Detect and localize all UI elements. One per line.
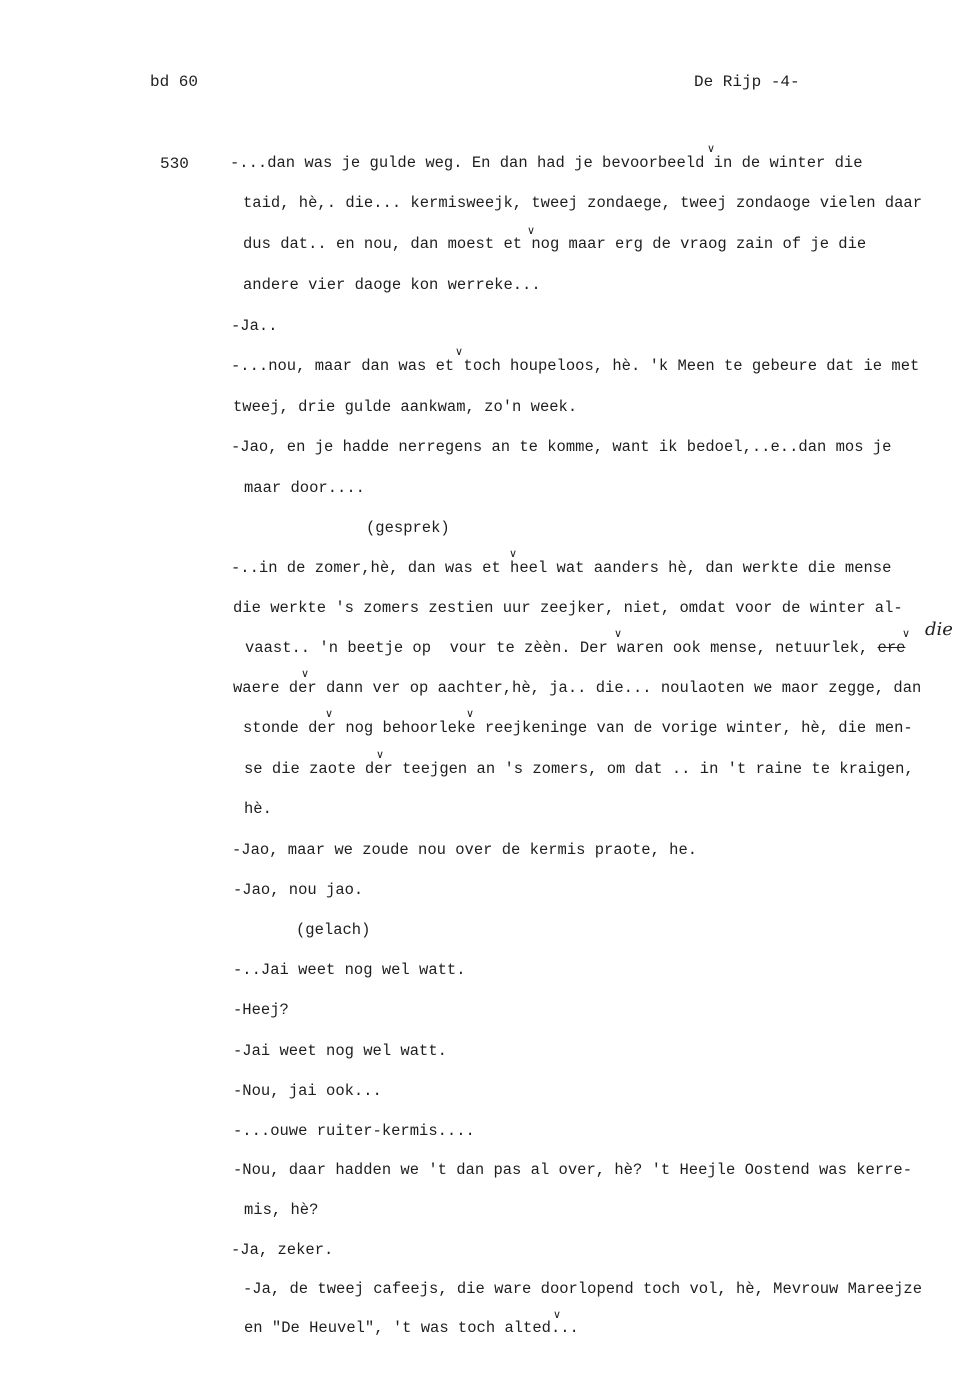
caret-mark: ∨ xyxy=(325,707,334,720)
transcript-line: vaast.. 'n beetje op vour te zèèn. Der waren ook mense, netuurlek, ere xyxy=(245,639,906,657)
transcript-line: maar door.... xyxy=(244,479,365,497)
page-code: bd 60 xyxy=(150,73,199,91)
transcript-line: -Jao, maar we zoude nou over de kermis praote, he. xyxy=(232,841,698,859)
transcript-line: mis, hè? xyxy=(244,1201,319,1219)
caret-mark: ∨ xyxy=(466,707,475,720)
caret-mark: ∨ xyxy=(902,627,911,640)
caret-mark: ∨ xyxy=(301,667,310,680)
transcript-line: taid, hè,. die... kermisweejk, tweej zondaege, tweej zondaoge vielen daar xyxy=(243,194,923,212)
transcript-line: hè. xyxy=(244,800,272,818)
caret-mark: ∨ xyxy=(553,1308,562,1321)
transcript-line: -Ja, de tweej cafeejs, die ware doorlopend toch vol, hè, Mevrouw Mareejze xyxy=(243,1280,923,1298)
transcript-line: (gesprek) xyxy=(366,519,450,537)
caret-mark: ∨ xyxy=(707,142,716,155)
struck-word: ere xyxy=(877,639,906,657)
transcript-line: tweej, drie gulde aankwam, zo'n week. xyxy=(233,398,578,416)
transcript-line: -Ja, zeker. xyxy=(231,1241,334,1259)
transcript-line: die werkte 's zomers zestien uur zeejker, niet, omdat voor de winter al- xyxy=(233,599,903,617)
transcript-line: -...dan was je gulde weg. En dan had je bevoorbeeld in de winter die xyxy=(230,154,863,172)
transcript-line: -..in de zomer,hè, dan was et heel wat aanders hè, dan werkte die mense xyxy=(231,559,892,577)
handwritten-correction: die xyxy=(925,619,953,640)
transcript-line: andere vier daoge kon werreke... xyxy=(243,276,541,294)
transcript-line: -Ja.. xyxy=(231,317,278,335)
transcript-line: dus dat.. en nou, dan moest et nog maar erg de vraog zain of je die xyxy=(243,235,867,253)
caret-mark: ∨ xyxy=(527,224,536,237)
transcript-line: -..Jai weet nog wel watt. xyxy=(233,961,466,979)
transcript-line: stonde der nog behoorleke reejkeninge van de vorige winter, hè, die men- xyxy=(243,719,913,737)
transcript-line: -Nou, jai ook... xyxy=(233,1082,382,1100)
transcript-line: -...ouwe ruiter-kermis.... xyxy=(233,1122,475,1140)
transcript-line: -Jai weet nog wel watt. xyxy=(233,1042,447,1060)
transcript-line: se die zaote der teejgen an 's zomers, om dat .. in 't raine te kraigen, xyxy=(244,760,914,778)
transcript-line: waere der dann ver op aachter,hè, ja.. die... noulaoten we maor zegge, dan xyxy=(233,679,922,697)
transcript-line: en "De Heuvel", 't was toch alted... xyxy=(244,1319,579,1337)
transcript-line: -...nou, maar dan was et toch houpeloos, hè. 'k Meen te gebeure dat ie met xyxy=(231,357,920,375)
page-title: De Rijp -4- xyxy=(694,73,800,91)
caret-mark: ∨ xyxy=(455,345,464,358)
transcript-line: -Heej? xyxy=(233,1001,289,1019)
transcript-line: -Jao, nou jao. xyxy=(233,881,364,899)
caret-mark: ∨ xyxy=(614,627,623,640)
caret-mark: ∨ xyxy=(376,748,385,761)
transcript-line: -Nou, daar hadden we 't dan pas al over, hè? 't Heejle Oostend was kerre- xyxy=(233,1161,913,1179)
caret-mark: ∨ xyxy=(509,547,518,560)
line-number: 530 xyxy=(160,155,189,173)
transcript-line: -Jao, en je hadde nerregens an te komme, want ik bedoel,..e..dan mos je xyxy=(231,438,892,456)
transcript-line: (gelach) xyxy=(296,921,371,939)
